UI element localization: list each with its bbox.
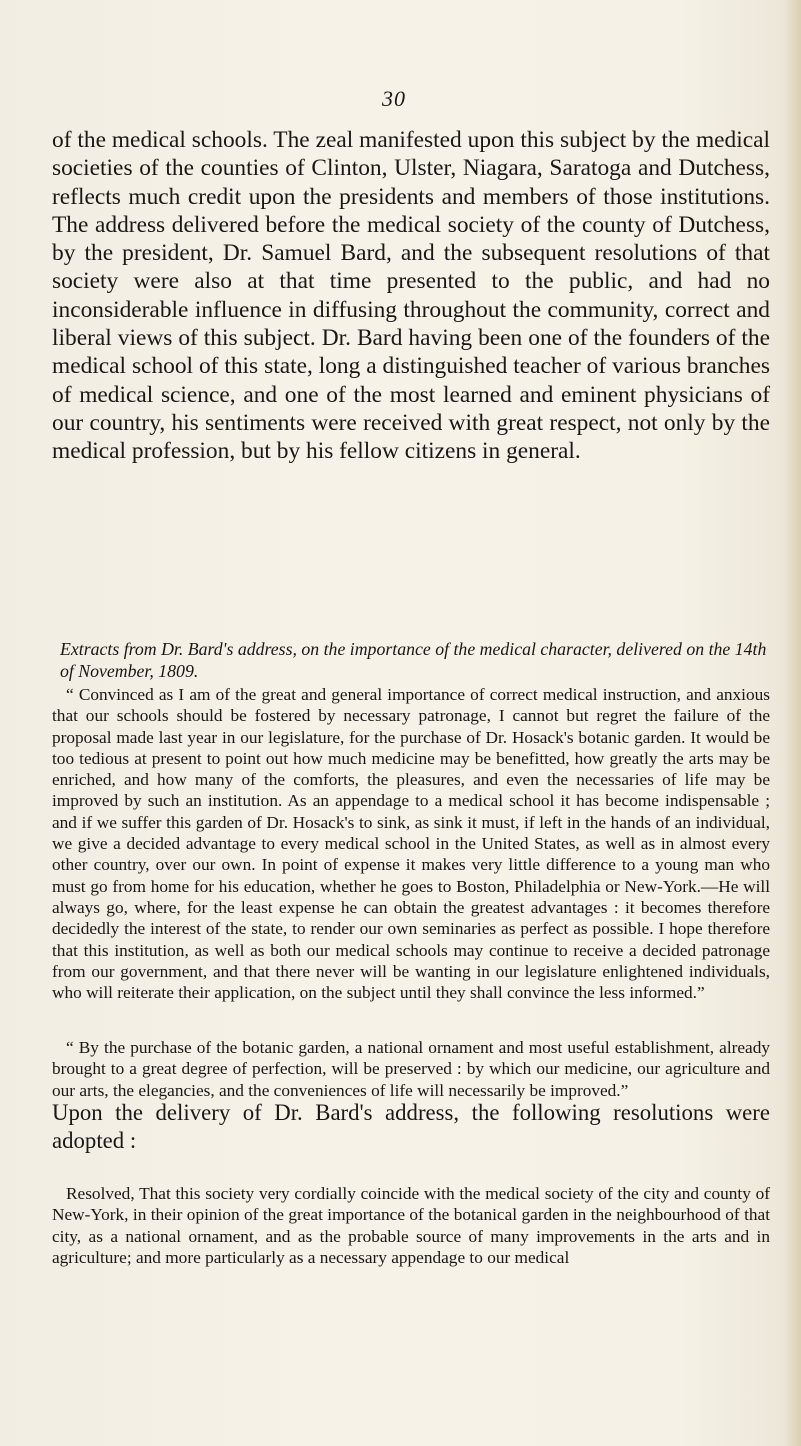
body-paragraph-medical-schools: of the medical schools. The zeal manifested upon this subject by the medical societies of the counties of Clinton, Ulster, Niagara, Saratoga and Dutchess, reflects much credit upon the presidents and members of those institutions. The address delivered before the medical society of the county of Dutchess, by the president, Dr. Samuel Bard, and the subsequent resolutions of that society were also at that time presented to the public, and had no inconsiderable influence in diffusing throughout the community, correct and liberal views of this subject. Dr. Bard having been one of the founders of the medical school of this state, long a distinguished teacher of various branches of medical science, and one of the most learned and eminent physicians of our country, his sentiments were received with great respect, not only by the medical profession, but by his fellow citizens in general. (52, 127, 770, 465)
extracts-heading: Extracts from Dr. Bard's address, on the importance of the medical character, delivered on the 14th of November, 1809. (60, 639, 767, 681)
resolution-paragraph: Resolved, That this society very cordially coincide with the medical society of the city and county of New-York, in their opinion of the great importance of the botanical garden in the neighbourhood of that city, as a national ornament, and as the probable source of many improvements in the arts and in agriculture; and more particularly as a necessary appendage to our medical (52, 1184, 770, 1268)
page-number: 30 (382, 86, 406, 111)
resolutions-intro-paragraph: Upon the delivery of Dr. Bard's address, the following resolutions were adopted : (52, 1100, 770, 1153)
quote-paragraph-botanic-garden: “ Convinced as I am of the great and general importance of correct medical instruction, and anxious that our schools should be fostered by necessary patronage, I cannot but regret the failure of the proposal made last year in our legislature, for the purchase of Dr. Hosack's botanic garden. It would be too tedious at present to point out how much medicine may be benefitted, how greatly the arts may be enriched, and how many of the comforts, the pleasures, and even the necessaries of life may be improved by such an institution. As an appendage to a medical school it has become indispensable ; and if we suffer this garden of Dr. Hosack's to sink, as sink it must, if left in the hands of an individual, we give a decided advantage to every medical school in the United States, as well as in almost every other country, over our own. In point of expense it makes very little difference to a young man who must go from home for his education, whether he goes to Boston, Philadelphia or New-York.—He will always go, where, for the least expense he can obtain the greatest advantages : it becomes therefore decidedly the interest of the state, to render our own seminaries as perfect as possible. I hope therefore that this institution, as well as both our medical schools may continue to receive a decided patronage from our government, and that there never will be wanting in our legislature enlightened individuals, who will reiterate their application, on the subject until they shall convince the less informed.” (52, 685, 770, 1003)
page-edge-stain (783, 0, 801, 1446)
quote-paragraph-purchase: “ By the purchase of the botanic garden, a national ornament and most useful establishment, already brought to a great degree of perfection, will be preserved : by which our medicine, our agriculture and our arts, the elegancies, and the conveniences of life will necessarily be improved.” (52, 1038, 770, 1100)
